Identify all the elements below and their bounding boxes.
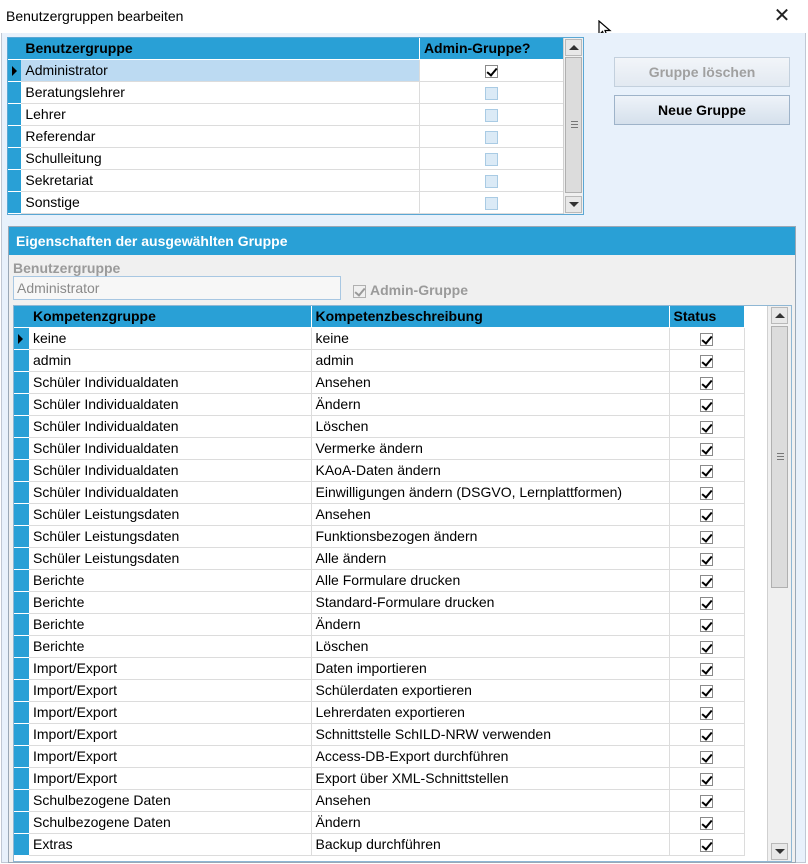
row-indicator[interactable] (14, 437, 29, 459)
status-checkbox[interactable] (700, 663, 713, 676)
row-indicator[interactable] (14, 745, 29, 767)
status-checkbox[interactable] (700, 773, 713, 786)
row-indicator[interactable] (14, 503, 29, 525)
group-row[interactable] (8, 125, 565, 147)
group-name-label: Benutzergruppe (13, 260, 121, 276)
user-groups-grid (7, 37, 584, 215)
competence-group-cell[interactable]: Berichte (29, 591, 311, 613)
admin-cell[interactable] (419, 191, 564, 213)
admin-cell[interactable] (419, 147, 564, 169)
competence-group-cell[interactable]: Schüler Individualdaten (29, 481, 311, 503)
status-checkbox[interactable] (700, 355, 713, 368)
admin-checkbox[interactable] (485, 153, 498, 166)
admin-group-checkbox-box[interactable] (353, 285, 366, 298)
delete-group-button[interactable]: Gruppe löschen (614, 57, 790, 87)
competence-row[interactable] (14, 833, 744, 855)
current-row-arrow-icon (18, 334, 23, 344)
competence-table (14, 306, 745, 856)
competence-description-cell[interactable]: Access-DB-Export durchführen (311, 745, 669, 767)
group-row[interactable] (8, 59, 565, 81)
admin-cell[interactable] (419, 59, 564, 81)
competence-row[interactable] (14, 657, 744, 679)
competence-group-cell[interactable]: Import/Export (29, 701, 311, 723)
competence-group-cell[interactable]: Schulbezogene Daten (29, 811, 311, 833)
competence-description-cell[interactable]: Schnittstelle SchILD-NRW verwenden (311, 723, 669, 745)
competence-description-cell[interactable]: Ansehen (311, 503, 669, 525)
competence-row[interactable] (14, 591, 744, 613)
status-cell[interactable] (669, 569, 744, 591)
row-indicator[interactable] (14, 657, 29, 679)
competence-row[interactable] (14, 701, 744, 723)
competence-row[interactable] (14, 569, 744, 591)
row-indicator-header (8, 38, 21, 59)
scroll-up-button[interactable] (771, 307, 788, 324)
competence-row[interactable] (14, 745, 744, 767)
status-checkbox[interactable] (700, 707, 713, 720)
admin-checkbox[interactable] (485, 197, 498, 210)
competence-description-cell[interactable]: Daten importieren (311, 657, 669, 679)
admin-group-checkbox-label: Admin-Gruppe (370, 282, 468, 298)
competence-row[interactable] (14, 437, 744, 459)
column-header-competence-group[interactable]: Kompetenzgruppe (29, 306, 311, 327)
row-indicator[interactable] (14, 723, 29, 745)
competence-description-cell[interactable]: admin (311, 349, 669, 371)
status-cell[interactable] (669, 767, 744, 789)
competence-group-cell[interactable]: Schüler Individualdaten (29, 393, 311, 415)
scroll-down-button[interactable] (771, 843, 788, 860)
competence-description-cell[interactable]: KAoA-Daten ändern (311, 459, 669, 481)
group-name-cell[interactable]: Sonstige (21, 191, 419, 213)
admin-cell[interactable] (419, 81, 564, 103)
title-bar (0, 0, 808, 33)
competence-row[interactable] (14, 789, 744, 811)
competence-group-cell[interactable]: Schulbezogene Daten (29, 789, 311, 811)
status-checkbox[interactable] (700, 487, 713, 500)
competence-row[interactable] (14, 525, 744, 547)
competence-description-cell[interactable]: Ansehen (311, 371, 669, 393)
status-checkbox[interactable] (700, 465, 713, 478)
status-checkbox[interactable] (700, 751, 713, 764)
competence-group-cell[interactable]: Schüler Leistungsdaten (29, 503, 311, 525)
admin-cell[interactable] (419, 169, 564, 191)
admin-checkbox[interactable] (485, 87, 498, 100)
status-cell[interactable] (669, 745, 744, 767)
status-checkbox[interactable] (700, 619, 713, 632)
group-row[interactable] (8, 81, 565, 103)
competence-group-cell[interactable]: admin (29, 349, 311, 371)
status-cell[interactable] (669, 811, 744, 833)
competence-group-cell[interactable]: Import/Export (29, 723, 311, 745)
row-indicator[interactable] (14, 525, 29, 547)
status-checkbox[interactable] (700, 377, 713, 390)
competence-row[interactable] (14, 679, 744, 701)
scroll-thumb[interactable] (771, 326, 788, 588)
row-indicator[interactable] (14, 547, 29, 569)
row-indicator[interactable] (14, 481, 29, 503)
row-indicator[interactable] (8, 125, 21, 147)
competence-row[interactable] (14, 459, 744, 481)
competence-description-cell[interactable]: Schülerdaten exportieren (311, 679, 669, 701)
competence-description-cell[interactable]: keine (311, 327, 669, 349)
competence-group-cell[interactable]: keine (29, 327, 311, 349)
row-indicator[interactable] (14, 635, 29, 657)
status-cell[interactable] (669, 789, 744, 811)
status-checkbox[interactable] (700, 509, 713, 522)
status-cell[interactable] (669, 679, 744, 701)
competence-row[interactable] (14, 481, 744, 503)
group-name-cell[interactable]: Lehrer (21, 103, 419, 125)
row-indicator[interactable] (8, 147, 21, 169)
status-checkbox[interactable] (700, 399, 713, 412)
row-indicator[interactable] (14, 833, 29, 855)
group-name-cell[interactable]: Sekretariat (21, 169, 419, 191)
status-checkbox[interactable] (700, 795, 713, 808)
competence-description-cell[interactable]: Ansehen (311, 789, 669, 811)
row-indicator[interactable] (14, 415, 29, 437)
admin-checkbox[interactable] (485, 109, 498, 122)
competence-description-cell[interactable]: Ändern (311, 613, 669, 635)
competence-row[interactable] (14, 547, 744, 569)
status-cell[interactable] (669, 459, 744, 481)
competence-description-cell[interactable]: Alle ändern (311, 547, 669, 569)
row-indicator[interactable] (14, 393, 29, 415)
competence-group-cell[interactable]: Schüler Individualdaten (29, 371, 311, 393)
status-cell[interactable] (669, 657, 744, 679)
groups-scrollbar[interactable] (563, 38, 583, 214)
row-indicator[interactable] (14, 811, 29, 833)
row-indicator[interactable] (14, 767, 29, 789)
status-cell[interactable] (669, 547, 744, 569)
competence-scrollbar[interactable] (767, 306, 791, 861)
scroll-up-button[interactable] (565, 39, 582, 56)
competence-row[interactable] (14, 393, 744, 415)
group-name-cell[interactable]: Referendar (21, 125, 419, 147)
competence-description-cell[interactable]: Standard-Formulare drucken (311, 591, 669, 613)
competence-group-cell[interactable]: Berichte (29, 635, 311, 657)
status-cell[interactable] (669, 723, 744, 745)
competence-group-cell[interactable]: Berichte (29, 569, 311, 591)
competence-description-cell[interactable]: Löschen (311, 415, 669, 437)
competence-description-cell[interactable]: Ändern (311, 393, 669, 415)
status-cell[interactable] (669, 833, 744, 855)
row-indicator[interactable] (14, 569, 29, 591)
row-indicator[interactable] (8, 191, 21, 213)
competence-row[interactable] (14, 371, 744, 393)
competence-row[interactable] (14, 613, 744, 635)
competence-group-cell[interactable]: Schüler Leistungsdaten (29, 547, 311, 569)
status-cell[interactable] (669, 635, 744, 657)
status-cell[interactable] (669, 481, 744, 503)
group-row[interactable] (8, 169, 565, 191)
competence-description-cell[interactable]: Alle Formulare drucken (311, 569, 669, 591)
admin-group-checkbox[interactable] (353, 282, 468, 298)
competence-group-cell[interactable]: Schüler Individualdaten (29, 437, 311, 459)
admin-checkbox[interactable] (485, 131, 498, 144)
row-indicator[interactable] (8, 59, 21, 81)
row-indicator[interactable] (14, 679, 29, 701)
row-indicator[interactable] (8, 81, 21, 103)
competence-group-cell[interactable]: Berichte (29, 613, 311, 635)
group-name-cell[interactable]: Beratungslehrer (21, 81, 419, 103)
status-cell[interactable] (669, 613, 744, 635)
column-header-competence-description[interactable]: Kompetenzbeschreibung (311, 306, 669, 327)
status-cell[interactable] (669, 371, 744, 393)
row-indicator[interactable] (14, 371, 29, 393)
competence-group-cell[interactable]: Import/Export (29, 679, 311, 701)
status-checkbox[interactable] (700, 333, 713, 346)
new-group-button[interactable]: Neue Gruppe (614, 95, 790, 125)
competence-row[interactable] (14, 327, 744, 349)
competence-row[interactable] (14, 723, 744, 745)
row-indicator[interactable] (14, 591, 29, 613)
competence-description-cell[interactable]: Löschen (311, 635, 669, 657)
status-checkbox[interactable] (700, 553, 713, 566)
status-checkbox[interactable] (700, 729, 713, 742)
group-name-field[interactable]: Administrator (13, 276, 341, 300)
row-indicator[interactable] (14, 327, 29, 349)
competence-description-cell[interactable]: Ändern (311, 811, 669, 833)
row-indicator[interactable] (14, 789, 29, 811)
user-groups-table (8, 38, 565, 214)
competence-row[interactable] (14, 503, 744, 525)
row-indicator[interactable] (14, 701, 29, 723)
group-row[interactable] (8, 103, 565, 125)
status-cell[interactable] (669, 327, 744, 349)
competence-group-cell[interactable]: Import/Export (29, 767, 311, 789)
admin-cell[interactable] (419, 103, 564, 125)
scroll-thumb[interactable] (565, 57, 582, 193)
close-icon[interactable]: ✕ (773, 5, 791, 27)
status-checkbox[interactable] (700, 421, 713, 434)
current-row-arrow-icon (12, 66, 17, 76)
column-header-admin[interactable]: Admin-Gruppe? (419, 38, 564, 59)
admin-cell[interactable] (419, 125, 564, 147)
status-cell[interactable] (669, 349, 744, 371)
competence-group-cell[interactable]: Extras (29, 833, 311, 855)
status-checkbox[interactable] (700, 443, 713, 456)
status-cell[interactable] (669, 591, 744, 613)
competence-grid (13, 305, 792, 862)
status-cell[interactable] (669, 525, 744, 547)
competence-description-cell[interactable]: Funktionsbezogen ändern (311, 525, 669, 547)
panel-header: Eigenschaften der ausgewählten Gruppe (9, 227, 795, 255)
admin-checkbox[interactable] (485, 65, 498, 78)
row-indicator[interactable] (14, 613, 29, 635)
status-cell[interactable] (669, 701, 744, 723)
competence-description-cell[interactable]: Vermerke ändern (311, 437, 669, 459)
competence-group-cell[interactable]: Schüler Individualdaten (29, 459, 311, 481)
row-indicator[interactable] (8, 169, 21, 191)
status-checkbox[interactable] (700, 685, 713, 698)
competence-description-cell[interactable]: Backup durchführen (311, 833, 669, 855)
scroll-down-button[interactable] (565, 196, 582, 213)
competence-group-cell[interactable]: Import/Export (29, 745, 311, 767)
column-header-status[interactable]: Status (669, 306, 744, 327)
competence-row[interactable] (14, 811, 744, 833)
group-name-cell[interactable]: Administrator (21, 59, 419, 81)
status-cell[interactable] (669, 503, 744, 525)
admin-checkbox[interactable] (485, 175, 498, 188)
status-checkbox[interactable] (700, 839, 713, 852)
status-cell[interactable] (669, 393, 744, 415)
competence-row[interactable] (14, 349, 744, 371)
competence-row[interactable] (14, 767, 744, 789)
competence-description-cell[interactable]: Lehrerdaten exportieren (311, 701, 669, 723)
status-cell[interactable] (669, 437, 744, 459)
status-checkbox[interactable] (700, 575, 713, 588)
row-indicator[interactable] (8, 103, 21, 125)
status-checkbox[interactable] (700, 817, 713, 830)
group-name-cell[interactable]: Schulleitung (21, 147, 419, 169)
row-indicator[interactable] (14, 349, 29, 371)
row-indicator-header (14, 306, 29, 327)
status-cell[interactable] (669, 415, 744, 437)
competence-group-cell[interactable]: Schüler Individualdaten (29, 415, 311, 437)
row-indicator[interactable] (14, 459, 29, 481)
column-header-group[interactable]: Benutzergruppe (21, 38, 419, 59)
competence-row[interactable] (14, 415, 744, 437)
competence-row[interactable] (14, 635, 744, 657)
group-properties-panel (8, 226, 796, 863)
dialog-client-area (1, 33, 806, 863)
status-checkbox[interactable] (700, 641, 713, 654)
competence-group-cell[interactable]: Schüler Leistungsdaten (29, 525, 311, 547)
group-row[interactable] (8, 147, 565, 169)
window-title: Benutzergruppen bearbeiten (6, 8, 184, 24)
status-checkbox[interactable] (700, 597, 713, 610)
competence-description-cell[interactable]: Export über XML-Schnittstellen (311, 767, 669, 789)
status-checkbox[interactable] (700, 531, 713, 544)
competence-description-cell[interactable]: Einwilligungen ändern (DSGVO, Lernplattformen) (311, 481, 669, 503)
group-row[interactable] (8, 191, 565, 213)
competence-group-cell[interactable]: Import/Export (29, 657, 311, 679)
